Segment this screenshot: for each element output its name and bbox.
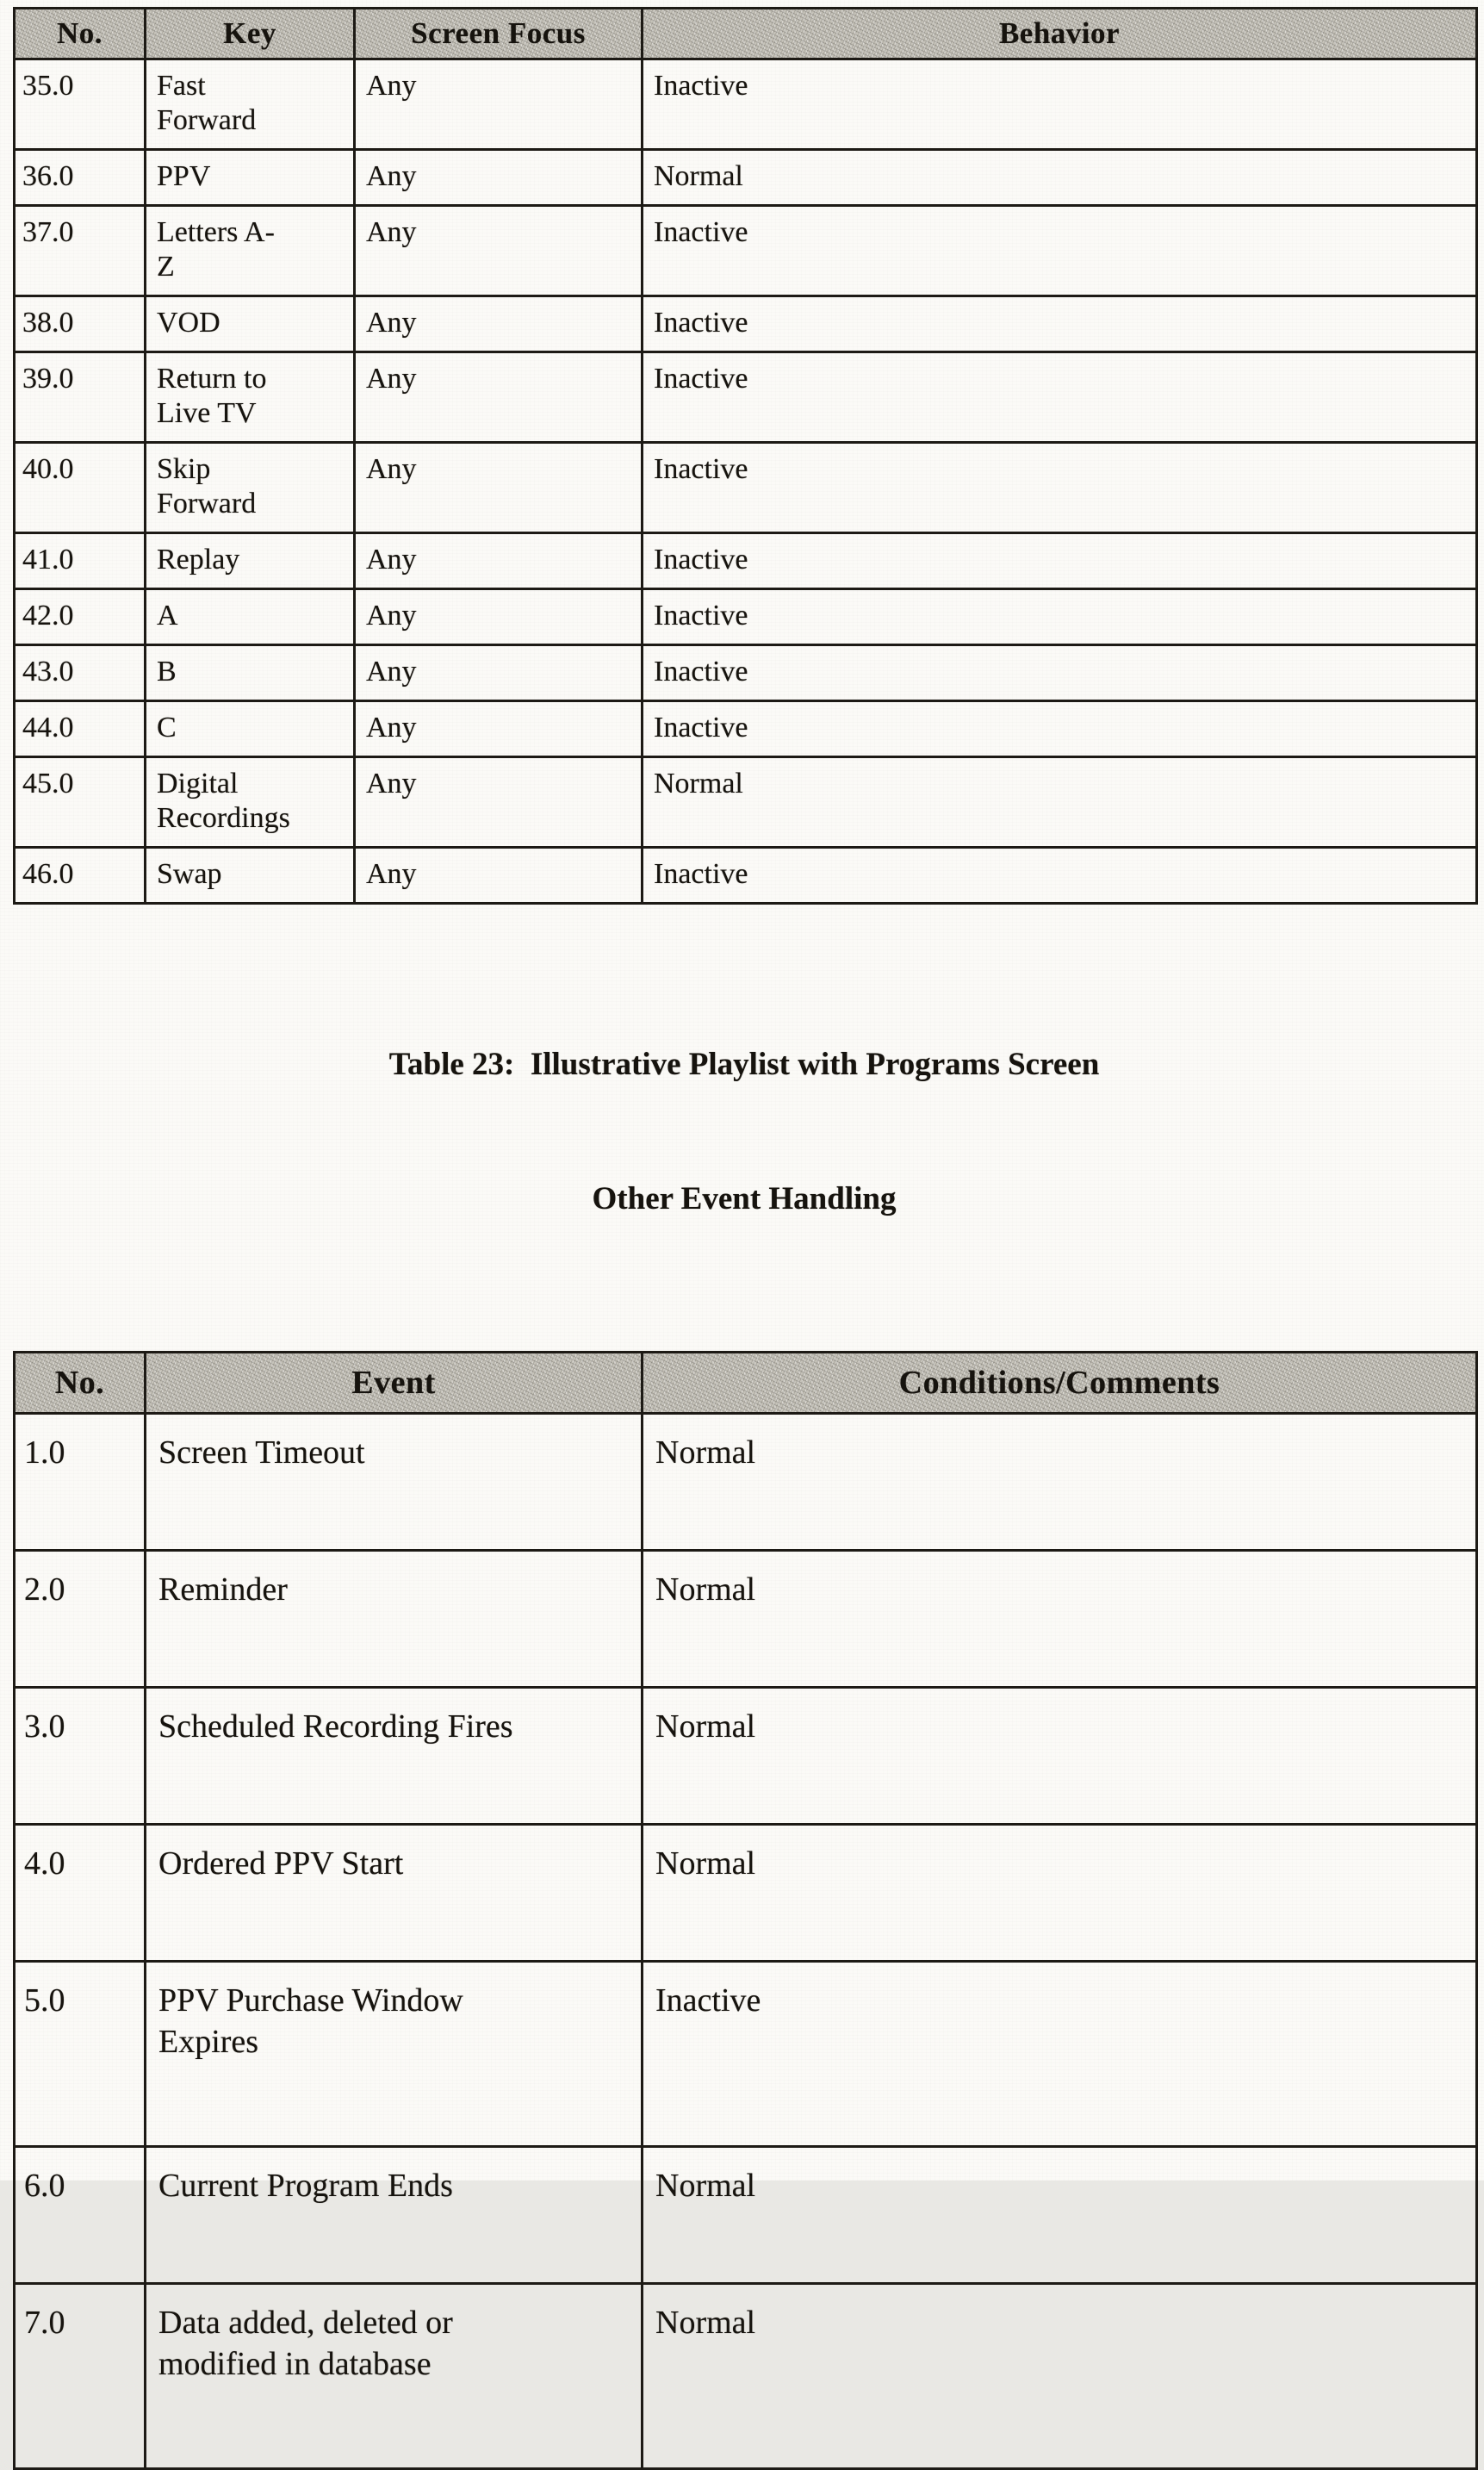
key-behavior-table xyxy=(13,7,1478,905)
table-cell: 4.0 xyxy=(15,1825,146,1962)
table-cell: Inactive xyxy=(643,1962,1477,2147)
table-cell: 40.0 xyxy=(15,443,146,533)
table-cell: PPV xyxy=(146,150,355,206)
table-cell: Ordered PPV Start xyxy=(146,1825,643,1962)
table-cell: Inactive xyxy=(643,352,1477,443)
table-cell: Normal xyxy=(643,1688,1477,1825)
table-cell: 35.0 xyxy=(15,59,146,150)
table-row xyxy=(15,1825,1477,1962)
table-cell: Inactive xyxy=(643,533,1477,589)
table-cell: 44.0 xyxy=(15,701,146,757)
table-cell: 7.0 xyxy=(15,2284,146,2469)
table-cell: Any xyxy=(355,296,643,352)
table-cell: Any xyxy=(355,150,643,206)
header-cell: No. xyxy=(15,9,146,59)
table-cell: Normal xyxy=(643,1825,1477,1962)
table-cell: Skip Forward xyxy=(146,443,355,533)
table-row xyxy=(15,352,1477,443)
table-row xyxy=(15,296,1477,352)
table-cell: Any xyxy=(355,848,643,904)
table-cell: 6.0 xyxy=(15,2147,146,2284)
table-row xyxy=(15,1688,1477,1825)
table-cell: Inactive xyxy=(643,206,1477,296)
table-row xyxy=(15,589,1477,645)
table-row xyxy=(15,1962,1477,2147)
other-event-handling-table-body xyxy=(15,1414,1477,2469)
table-cell: Any xyxy=(355,206,643,296)
table-cell: Any xyxy=(355,645,643,701)
table-cell: 2.0 xyxy=(15,1551,146,1688)
table-cell: Inactive xyxy=(643,59,1477,150)
table-cell: Inactive xyxy=(643,645,1477,701)
table-row xyxy=(15,701,1477,757)
table-row xyxy=(15,645,1477,701)
table-cell: Inactive xyxy=(643,443,1477,533)
table-cell: 41.0 xyxy=(15,533,146,589)
table-cell: 5.0 xyxy=(15,1962,146,2147)
table-cell: 43.0 xyxy=(15,645,146,701)
header-cell: Conditions/Comments xyxy=(643,1353,1477,1414)
table-row xyxy=(15,150,1477,206)
table-row xyxy=(15,848,1477,904)
table-cell: Normal xyxy=(643,150,1477,206)
table-cell: 38.0 xyxy=(15,296,146,352)
table-cell: VOD xyxy=(146,296,355,352)
table-cell: Inactive xyxy=(643,848,1477,904)
table-cell: A xyxy=(146,589,355,645)
table-cell: Normal xyxy=(643,2147,1477,2284)
table-cell: Replay xyxy=(146,533,355,589)
table-cell: Swap xyxy=(146,848,355,904)
table-row xyxy=(15,757,1477,848)
table-cell: Normal xyxy=(643,2284,1477,2469)
header-cell: No. xyxy=(15,1353,146,1414)
table-row xyxy=(15,59,1477,150)
table-caption xyxy=(13,953,1475,1311)
table-cell: Data added, deleted or modified in database xyxy=(146,2284,643,2469)
header-cell: Behavior xyxy=(643,9,1477,59)
table-cell: Any xyxy=(355,589,643,645)
table-cell: 1.0 xyxy=(15,1414,146,1551)
table-cell: 36.0 xyxy=(15,150,146,206)
table-cell: Any xyxy=(355,757,643,848)
table-cell: Letters A- Z xyxy=(146,206,355,296)
table-row xyxy=(15,1551,1477,1688)
table-cell: Scheduled Recording Fires xyxy=(146,1688,643,1825)
table-cell: 42.0 xyxy=(15,589,146,645)
table-cell: Reminder xyxy=(146,1551,643,1688)
table-cell: Any xyxy=(355,533,643,589)
other-event-handling-table xyxy=(13,1351,1478,2470)
table-cell: Any xyxy=(355,701,643,757)
table-row xyxy=(15,443,1477,533)
table-row xyxy=(15,2147,1477,2284)
table-cell: Inactive xyxy=(643,589,1477,645)
table-cell: 39.0 xyxy=(15,352,146,443)
table-cell: Any xyxy=(355,352,643,443)
table-header-row xyxy=(15,1353,1477,1414)
table-cell: B xyxy=(146,645,355,701)
key-behavior-table-body xyxy=(15,59,1477,904)
table-cell: Normal xyxy=(643,1551,1477,1688)
table-cell: Digital Recordings xyxy=(146,757,355,848)
caption-line-2: Other Event Handling xyxy=(592,1181,897,1216)
table-cell: Inactive xyxy=(643,296,1477,352)
table-row xyxy=(15,1414,1477,1551)
table-cell: 45.0 xyxy=(15,757,146,848)
table-cell: 3.0 xyxy=(15,1688,146,1825)
header-cell: Event xyxy=(146,1353,643,1414)
table-row xyxy=(15,2284,1477,2469)
table-cell: Normal xyxy=(643,757,1477,848)
table-cell: Fast Forward xyxy=(146,59,355,150)
table-cell: Any xyxy=(355,443,643,533)
table-cell: Current Program Ends xyxy=(146,2147,643,2284)
header-cell: Screen Focus xyxy=(355,9,643,59)
table-cell: 37.0 xyxy=(15,206,146,296)
table-cell: Normal xyxy=(643,1414,1477,1551)
table-row xyxy=(15,533,1477,589)
table-cell: C xyxy=(146,701,355,757)
caption-line-1: Table 23: Illustrative Playlist with Programs Screen xyxy=(388,1047,1100,1082)
table-cell: Screen Timeout xyxy=(146,1414,643,1551)
table-row xyxy=(15,206,1477,296)
table-cell: Inactive xyxy=(643,701,1477,757)
header-cell: Key xyxy=(146,9,355,59)
table-cell: Any xyxy=(355,59,643,150)
table-cell: PPV Purchase Window Expires xyxy=(146,1962,643,2147)
table-header-row xyxy=(15,9,1477,59)
table-cell: Return to Live TV xyxy=(146,352,355,443)
table-cell: 46.0 xyxy=(15,848,146,904)
